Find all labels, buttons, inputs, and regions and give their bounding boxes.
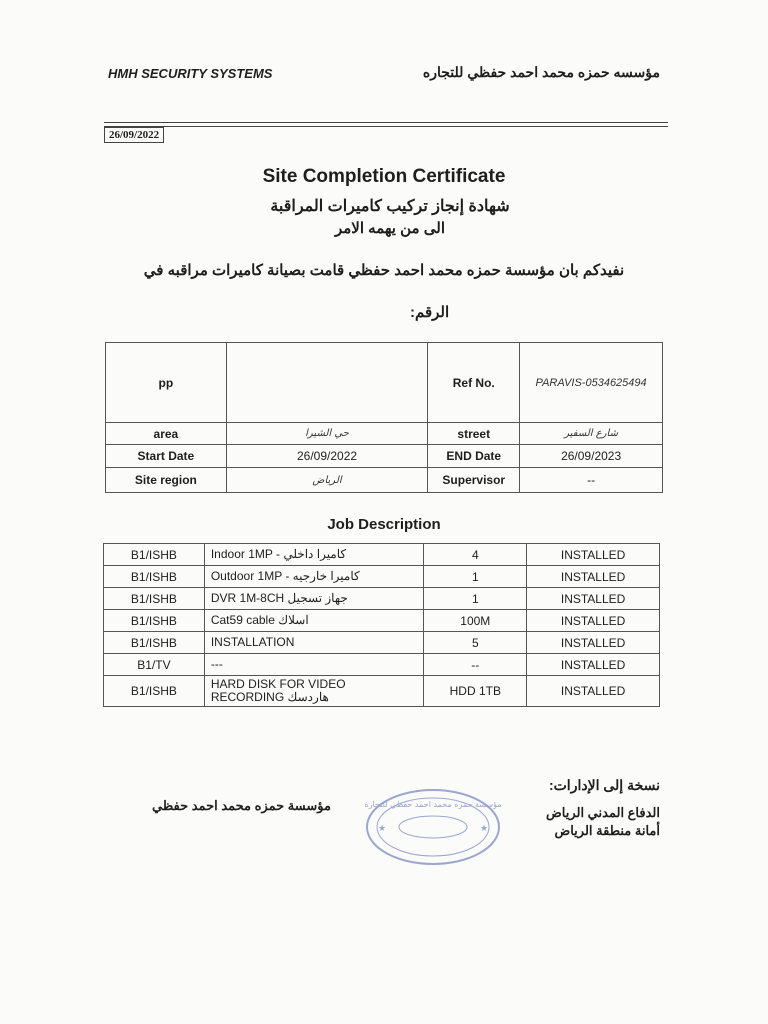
job-status-cell: INSTALLED — [527, 632, 660, 654]
svg-text:★: ★ — [480, 824, 489, 834]
job-row — [104, 632, 660, 654]
job-code-cell: B1/TV — [104, 654, 205, 676]
start-date-value: 26/09/2022 — [226, 445, 428, 468]
job-status-cell: INSTALLED — [527, 588, 660, 610]
pp-label: pp — [106, 343, 227, 423]
signature-company: مؤسسة حمزه محمد احمد حفظي — [152, 798, 331, 813]
job-row — [104, 676, 660, 707]
job-description-table — [103, 543, 660, 707]
info-row-region — [106, 468, 663, 493]
stamp-text: مؤسسة حمزه محمد احمد حفظي للتجارة — [364, 800, 502, 809]
job-description-cell: HARD DISK FOR VIDEO RECORDING هاردسك — [204, 676, 424, 707]
job-description-title: Job Description — [327, 516, 441, 533]
area-label: area — [106, 423, 227, 445]
job-description-cell: --- — [204, 654, 424, 676]
area-value: حي الشيرا — [226, 423, 428, 445]
job-description-cell: Outdoor 1MP - كاميرا خارجيه — [204, 566, 424, 588]
end-date-value: 26/09/2023 — [520, 445, 663, 468]
job-code-cell: B1/ISHB — [104, 544, 205, 566]
ref-value: PARAVIS-0534625494 — [520, 343, 663, 423]
job-code-cell: B1/ISHB — [104, 676, 205, 707]
info-row-pp — [106, 343, 663, 423]
company-name-arabic: مؤسسه حمزه محمد احمد حفظي للتجاره — [422, 64, 660, 80]
page-title: Site Completion Certificate — [262, 166, 506, 187]
copy-to-municipality: أمانة منطقة الرياض — [554, 823, 660, 838]
copy-to-civil-defense: الدفاع المدني الرياض — [546, 805, 660, 820]
header-rule-thin — [104, 126, 668, 127]
supervisor-value: -- — [520, 468, 663, 493]
info-row-area — [106, 423, 663, 445]
number-label: الرقم: — [410, 304, 450, 321]
job-code-cell: B1/ISHB — [104, 588, 205, 610]
job-description-cell: Indoor 1MP - كاميرا داخلي — [204, 544, 424, 566]
site-info-table — [105, 342, 663, 493]
job-code-cell: B1/ISHB — [104, 610, 205, 632]
job-status-cell: INSTALLED — [527, 654, 660, 676]
statement-line: نفيدكم بان مؤسسة حمزه محمد احمد حفظي قامت بصيانة كاميرات مراقبه في — [143, 262, 625, 279]
company-stamp — [364, 787, 502, 867]
job-quantity-cell: 4 — [424, 544, 527, 566]
job-quantity-cell: -- — [424, 654, 527, 676]
info-row-dates — [106, 445, 663, 468]
job-row — [104, 544, 660, 566]
job-row — [104, 654, 660, 676]
job-status-cell: INSTALLED — [527, 676, 660, 707]
supervisor-label: Supervisor — [428, 468, 520, 493]
street-value: شارع السفير — [520, 423, 663, 445]
job-status-cell: INSTALLED — [527, 544, 660, 566]
region-label: Site region — [106, 468, 227, 493]
job-row — [104, 610, 660, 632]
job-description-cell: INSTALLATION — [204, 632, 424, 654]
header-rule — [104, 122, 668, 123]
job-status-cell: INSTALLED — [527, 610, 660, 632]
job-quantity-cell: 100M — [424, 610, 527, 632]
company-name-english: HMH SECURITY SYSTEMS — [108, 66, 273, 81]
ref-label: Ref No. — [428, 343, 520, 423]
job-quantity-cell: 1 — [424, 588, 527, 610]
to-whom-line: الى من يهمه الامر — [334, 220, 446, 237]
pp-value — [226, 343, 428, 423]
issue-date: 26/09/2022 — [104, 127, 164, 143]
job-row — [104, 566, 660, 588]
job-code-cell: B1/ISHB — [104, 632, 205, 654]
job-quantity-cell: 1 — [424, 566, 527, 588]
region-value: الرياض — [226, 468, 428, 493]
end-date-label: END Date — [428, 445, 520, 468]
job-code-cell: B1/ISHB — [104, 566, 205, 588]
job-description-cell: DVR 1M-8CH جهاز تسجيل — [204, 588, 424, 610]
arabic-subtitle: شهادة إنجاز تركيب كاميرات المراقبة — [270, 198, 510, 215]
job-quantity-cell: HDD 1TB — [424, 676, 527, 707]
job-quantity-cell: 5 — [424, 632, 527, 654]
job-status-cell: INSTALLED — [527, 566, 660, 588]
copy-to-title: نسخة إلى الإدارات: — [548, 777, 660, 793]
start-date-label: Start Date — [106, 445, 227, 468]
street-label: street — [428, 423, 520, 445]
job-description-cell: Cat59 cable اسلاك — [204, 610, 424, 632]
svg-text:★: ★ — [378, 824, 387, 834]
job-row — [104, 588, 660, 610]
